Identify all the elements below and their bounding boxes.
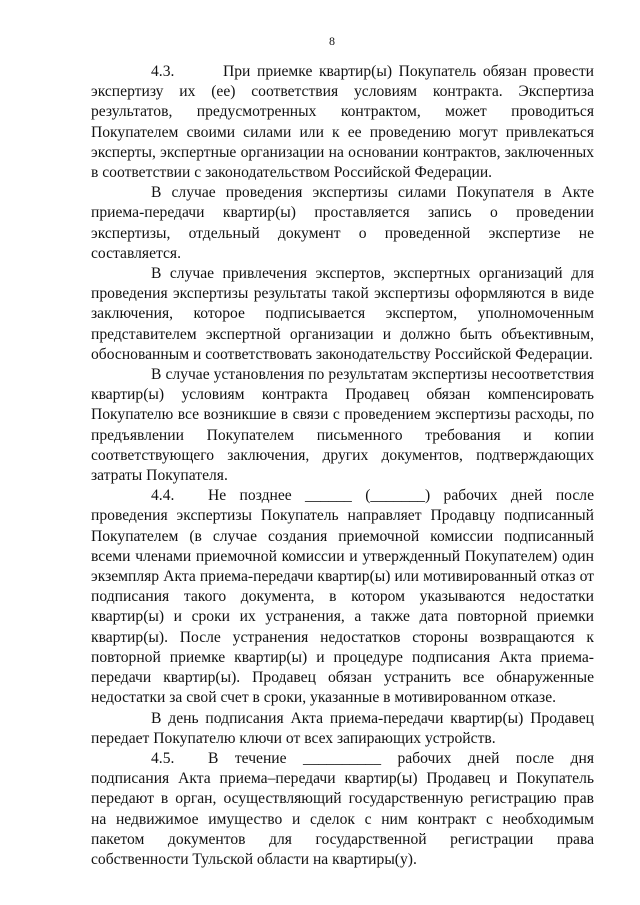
clause-number: 4.5. <box>151 749 175 767</box>
expertise-by-buyer-paragraph <box>91 183 594 264</box>
clause-4-5-paragraph <box>91 749 594 870</box>
paragraph-text: В течение __________ рабочих дней после дня подписания Акта приема–передачи квартир(ы) Продавец и Покупатель передают в орган, осуществляющий государственную регистрацию прав на недвижимое имущество и сделок с ним контракт с необходимым пакетом документов для государственной регистрации права собственности Тульской области на квартиры(у). <box>91 749 594 868</box>
paragraph-text: В день подписания Акта приема-передачи квартир(ы) Продавец передает Покупателю ключи от всех запирающих устройств. <box>91 709 594 747</box>
nonconformity-compensation-paragraph <box>91 365 594 486</box>
paragraph-text: В случае привлечения экспертов, экспертных организаций для проведения экспертизы результаты такой экспертизы оформляются в виде заключения, которое подписывается экспертом, уполномоченным представителем экспертной организации и должно быть объективным, обоснованным и соответствовать законодательству Российской Федерации. <box>91 265 594 363</box>
page-number: 8 <box>329 34 335 48</box>
clause-number: 4.3. <box>151 63 175 80</box>
paragraph-text: В случае установления по результатам экспертизы несоответствия квартир(ы) условиям контракта Продавец обязан компенсировать Покупателю все возникшие в связи с проведением экспертизы расходы, по предъявлении Покупателем письменного требования и копии соответствующего заключения, других документов, подтверждающих затраты Покупателя. <box>91 366 594 485</box>
clause-4-4-paragraph <box>91 486 594 708</box>
paragraph-text: Не позднее ______ (_______) рабочих дней после проведения экспертизы Покупатель направляет Продавцу подписанный Покупателем (в случае создания приемочной комиссии подписанный всеми членами приемочной комиссии и утвержденный Покупателем) один экземпляр Акта приема-передачи квартир(ы) или мотивированный отказ от подписания такого документа, в котором указываются недостатки квартир(ы) и сроки их устранения, а также дата повторной приемки квартир(ы). После устранения недостатков стороны возвращаются к повторной приемке квартир(ы) и процедуре подписания Акта приема-передачи квартир(ы). Продавец обязан устранить все обнаруженные недостатки за свой счет в сроки, указанные в мотивированном отказе. <box>91 487 594 707</box>
paragraph-text: При приемке квартир(ы) Покупатель обязан провести экспертизу их (ее) соответствия условиям контракта. Экспертиза результатов, предусмотренных контрактом, может проводиться Покупателем своими силами или к ее проведению могут привлекаться эксперты, экспертные организации на основании контрактов, заключенных в соответствии с законодательством Российской Федерации. <box>91 63 594 182</box>
document-body <box>91 62 594 870</box>
expertise-by-experts-paragraph <box>91 264 594 365</box>
keys-handover-paragraph <box>91 709 594 749</box>
clause-number: 4.4. <box>151 487 175 505</box>
clause-4-3-paragraph <box>91 62 594 183</box>
paragraph-text: В случае проведения экспертизы силами Покупателя в Акте приема-передачи квартир(ы) проставляется запись о проведении экспертизы, отдельный документ о проведенной экспертизе не составляется. <box>91 184 594 262</box>
